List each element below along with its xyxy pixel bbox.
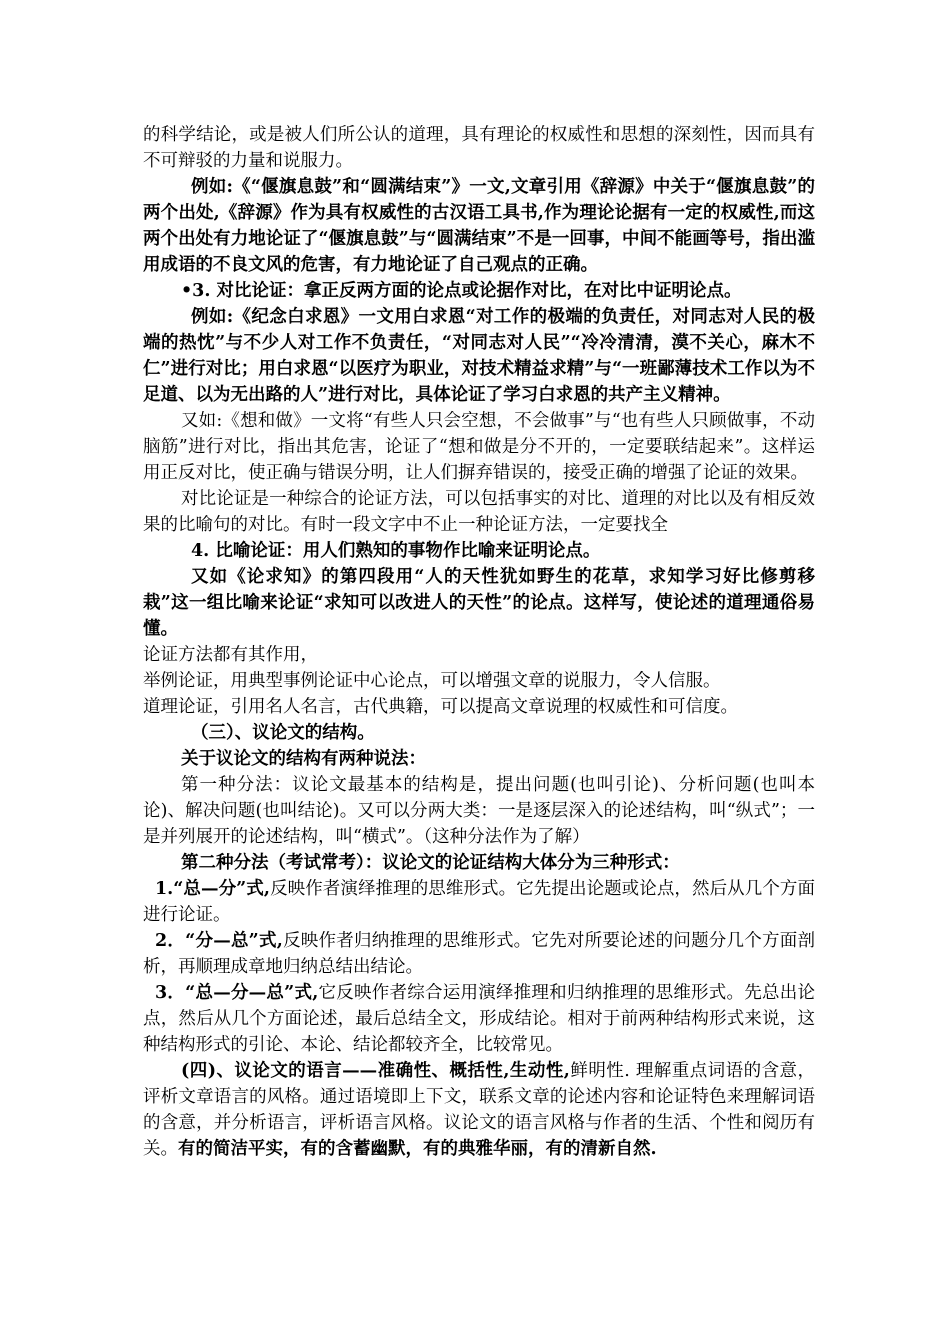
language-styles: 有的简洁平实，有的含蓄幽默，有的典雅华丽，有的清新自然.: [178, 1139, 657, 1159]
paragraph-example-bethune: 例如:《纪念白求恩》一文用白求恩“对工作的极端的负责任，对同志对人民的极端的热忱”与不少人对工作不负责任，“对同志对人民”“冷冷清清，漠不关心，麻木不仁”进行对比；用白求恩“以医疗为职业，对技术精益求精”与“一班鄙薄技术工作以为不足道、以为无出路的人”进行对比，具体论证了学习白求恩的共产主义精神。: [143, 307, 815, 405]
paragraph-example-knowledge: 又如《论求知》的第四段用“人的天性犹如野生的花草，求知学习好比修剪移栽”这一组比喻来论证“求知可以改进人的天性”的论点。这样写，使论述的道理通俗易懂。: [143, 567, 815, 639]
heading-structure: （三）、议论文的结构。: [191, 723, 375, 743]
paragraph-structure-3: [143, 980, 815, 1058]
structure-3-label: 3．“总—分—总”式,: [155, 983, 319, 1003]
language-heading: (四)、议论文的语言——准确性、概括性,生动性,: [181, 1061, 570, 1081]
paragraph-methods-effect: 论证方法都有其作用，: [143, 645, 318, 665]
heading-second-view: 第二种分法（考试常考）：议论文的论证结构大体分为三种形式：: [181, 853, 680, 873]
paragraph-structure-1: [143, 876, 815, 928]
paragraph-language: [143, 1058, 815, 1162]
document-body: [143, 122, 815, 1162]
paragraph-structure-2: [143, 928, 815, 980]
heading-contrast-argument: •3. 对比论证：拿正反两方面的论点或论据作对比，在对比中证明论点。: [181, 281, 742, 301]
structure-1-text: 反映作者演绎推理的思维形式。它先提出论题或论点，然后从几个方面进行论证。: [143, 879, 815, 925]
paragraph-first-view: 第一种分法：议论文最基本的结构是，提出问题(也叫引论)、分析问题(也叫本论)、解决问题(也叫结论)。又可以分两大类：一是逐层深入的论述结构，叫“纵式”；一是并列展开的论述结构，叫“横式”。（这种分法作为了解）: [143, 775, 815, 847]
paragraph-contrast-summary: 对比论证是一种综合的论证方法，可以包括事实的对比、道理的对比以及有相反效果的比喻句的对比。有时一段文字中不止一种论证方法，一定要找全: [143, 489, 815, 535]
paragraph-authority: 的科学结论，或是被人们所公认的道理，具有理论的权威性和思想的深刻性，因而具有不可辩驳的力量和说服力。: [143, 125, 815, 171]
heading-metaphor-argument: 4. 比喻论证：用人们熟知的事物作比喻来证明论点。: [191, 541, 601, 561]
paragraph-reason-method: 道理论证，引用名人名言，古代典籍，可以提高文章说理的权威性和可信度。: [143, 697, 738, 717]
language-text: 鲜明性. 理解重点词语的含意，评析文章语言的风格。通过语境即上下文，联系文章的论述内容和论证特色来理解词语的含意，并分析语言，评析语言风格。议论文的语言风格与作者的生活、个性和阅历有关。: [143, 1061, 815, 1159]
heading-two-views: 关于议论文的结构有两种说法：: [181, 749, 426, 769]
structure-2-label: 2．“分—总”式,: [155, 931, 283, 951]
structure-1-label: 1.“总—分”式,: [155, 879, 270, 899]
structure-3-text: 它反映作者综合运用演绎推理和归纳推理的思维形式。先总出论点，然后从几个方面论述，最后总结全文，形成结论。相对于前两种结构形式来说，这种结构形式的引论、本论、结论都较齐全，比较常见。: [143, 983, 815, 1055]
paragraph-example-idiom: 例如:《“偃旗息鼓”和“圆满结束”》一文,文章引用《辞源》中关于“偃旗息鼓”的两个出处,《辞源》作为具有权威性的古汉语工具书,作为理论论据有一定的权威性,而这两个出处有力地论证了“偃旗息鼓”与“圆满结束”不是一回事，中间不能画等号，指出滥用成语的不良文风的危害，有力地论证了自己观点的正确。: [143, 177, 815, 275]
paragraph-example-think-do: 又如:《想和做》一文将“有些人只会空想，不会做事”与“也有些人只顾做事，不动脑筋”进行对比，指出其危害，论证了“想和做是分不开的，一定要联结起来”。这样运用正反对比，使正确与错误分明，让人们摒弃错误的，接受正确的增强了论证的效果。: [143, 411, 815, 483]
paragraph-example-method: 举例论证，用典型事例论证中心论点，可以增强文章的说服力，令人信服。: [143, 671, 721, 691]
structure-2-text: 反映作者归纳推理的思维形式。它先对所要论述的问题分几个方面剖析，再顺理成章地归纳总结出结论。: [143, 931, 816, 977]
